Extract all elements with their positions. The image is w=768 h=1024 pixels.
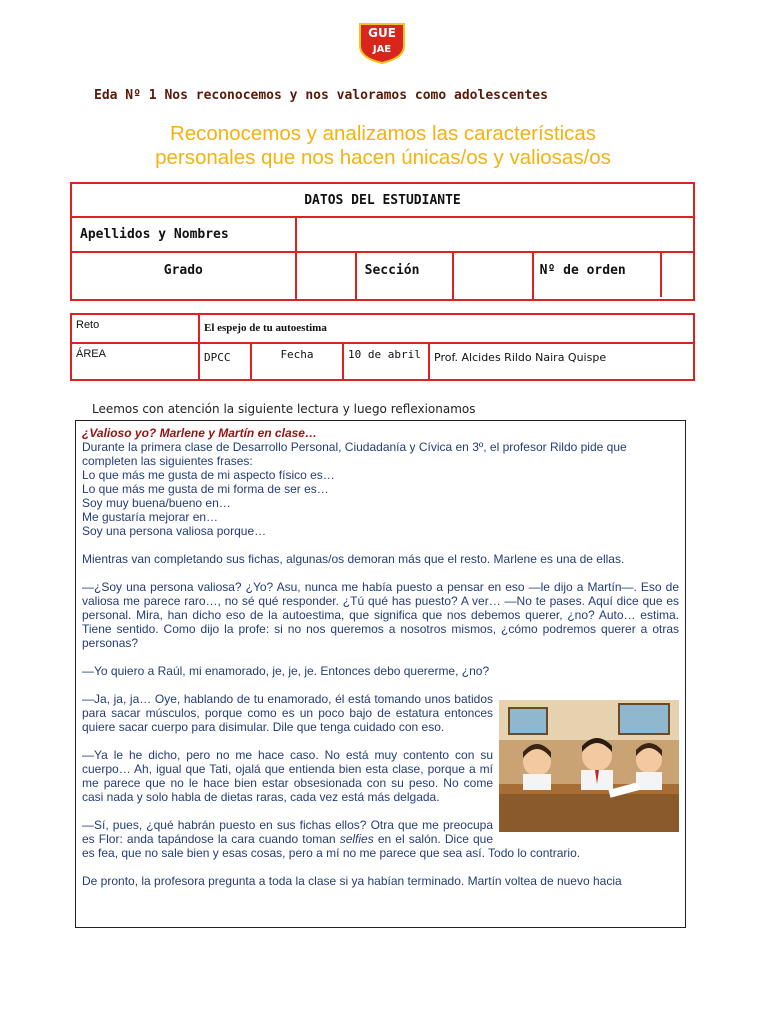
reading-paragraph-1: Durante la primera clase de Desarrollo Personal, Ciudadanía y Cívica en 3º, el profesor Rildo pide que completen las siguientes frases: [82, 440, 627, 468]
title-line-2: personales que nos hacen únicas/os y valiosas/os [155, 146, 611, 169]
reading-paragraph-8: De pronto, la profesora pregunta a toda la clase si ya habían terminado. Martín voltea de nuevo hacia [82, 874, 622, 888]
seccion-label: Sección [356, 252, 453, 300]
logo-bottom-text: JAE [372, 44, 392, 55]
fecha-value: 10 de abril [343, 343, 429, 380]
p7-selfies: selfies [339, 832, 374, 846]
reading-paragraph-2: Mientras van completando sus fichas, algunas/os demoran más que el resto. Marlene es una de ellas. [82, 552, 625, 566]
classroom-illustration [499, 700, 679, 832]
grado-field[interactable] [296, 252, 356, 300]
phrase-line-4: Me gustaría mejorar en… [82, 510, 219, 524]
apellidos-field[interactable] [296, 217, 694, 252]
apellidos-label: Apellidos y Nombres [71, 217, 296, 252]
phrase-line-2: Lo que más me gusta de mi forma de ser es… [82, 482, 329, 496]
phrase-line-5: Soy una persona valiosa porque… [82, 524, 267, 538]
p7-part-a: —Sí, pues, ¿qué habrán puesto en sus fichas ellos? Otra que me preocupa es Flor: anda tapándose la cara cuando toman [82, 818, 493, 846]
reading-paragraph-4: —Yo quiero a Raúl, mi enamorado, je, je, je. Entonces debo quererme, ¿no? [82, 664, 490, 678]
fecha-label: Fecha [251, 343, 343, 380]
area-label: ÁREA [71, 343, 199, 380]
reading-heading: ¿Valioso yo? Marlene y Martín en clase… [82, 426, 317, 440]
page-title [60, 122, 706, 170]
reto-value: El espejo de tu autoestima [199, 314, 694, 343]
logo-top-text: GUE [368, 26, 396, 40]
title-line-1: Reconocemos y analizamos las características [169, 122, 597, 145]
eda-line: Eda Nº 1 Nos reconocemos y nos valoramos como adolescentes [94, 88, 548, 103]
student-data-table [70, 182, 695, 301]
phrase-line-1: Lo que más me gusta de mi aspecto físico es… [82, 468, 335, 482]
reading-paragraph-3: —¿Soy una persona valiosa? ¿Yo? Asu, nunca me había puesto a pensar en eso —le dijo a Martín—. Eso de valiosa me parece raro…, no sé qué responder. ¿Tú qué has puesto? A ver… —No te pases. Aquí dice que es personal. Mira, han dicho eso de la autoestima, que significa que nos debemos querer, ¿no? Auto… estima. Tiene sentido. Como dijo la profe: si no nos queremos a nosotros mismos, ¿cómo podremos querer a otras personas? [82, 580, 679, 650]
activity-info-table [70, 313, 695, 381]
reading-instruction: Leemos con atención la siguiente lectura y luego reflexionamos [92, 402, 476, 416]
orden-label: Nº de orden [534, 253, 662, 297]
reading-paragraph-6: —Ya le he dicho, pero no me hace caso. No está muy contento con su cuerpo… Ah, igual que Tati, ojalá que entienda bien esta clase, porque a mí me parece que no le hace bien estar obsesionada con su peso. No come casi nada y solo habla de dietas raras, cada vez está más delgada. [82, 748, 493, 804]
student-table-header: DATOS DEL ESTUDIANTE [71, 183, 694, 217]
reading-box [75, 420, 686, 928]
teacher-name: Prof. Alcides Rildo Naira Quispe [429, 343, 694, 380]
school-logo [356, 20, 408, 64]
seccion-field[interactable] [453, 252, 533, 300]
phrase-line-3: Soy muy buena/bueno en… [82, 496, 231, 510]
p7-part-c: en el salón. Dice que es fea, que no sale bien y esas cosas, pero a mí no me parece que sea así. Todo lo contrario. [82, 832, 581, 860]
reto-label: Reto [71, 314, 199, 343]
area-value: DPCC [199, 343, 251, 380]
orden-cell [533, 252, 694, 300]
orden-field[interactable] [662, 253, 693, 297]
grado-label: Grado [71, 252, 296, 300]
reading-paragraph-5: —Ja, ja, ja… Oye, hablando de tu enamorado, él está tomando unos batidos para sacar músculos, porque como es un poco bajo de estatura entonces quiere sacar cuerpo para disimular. Dile que tenga cuidado con eso. [82, 692, 493, 734]
